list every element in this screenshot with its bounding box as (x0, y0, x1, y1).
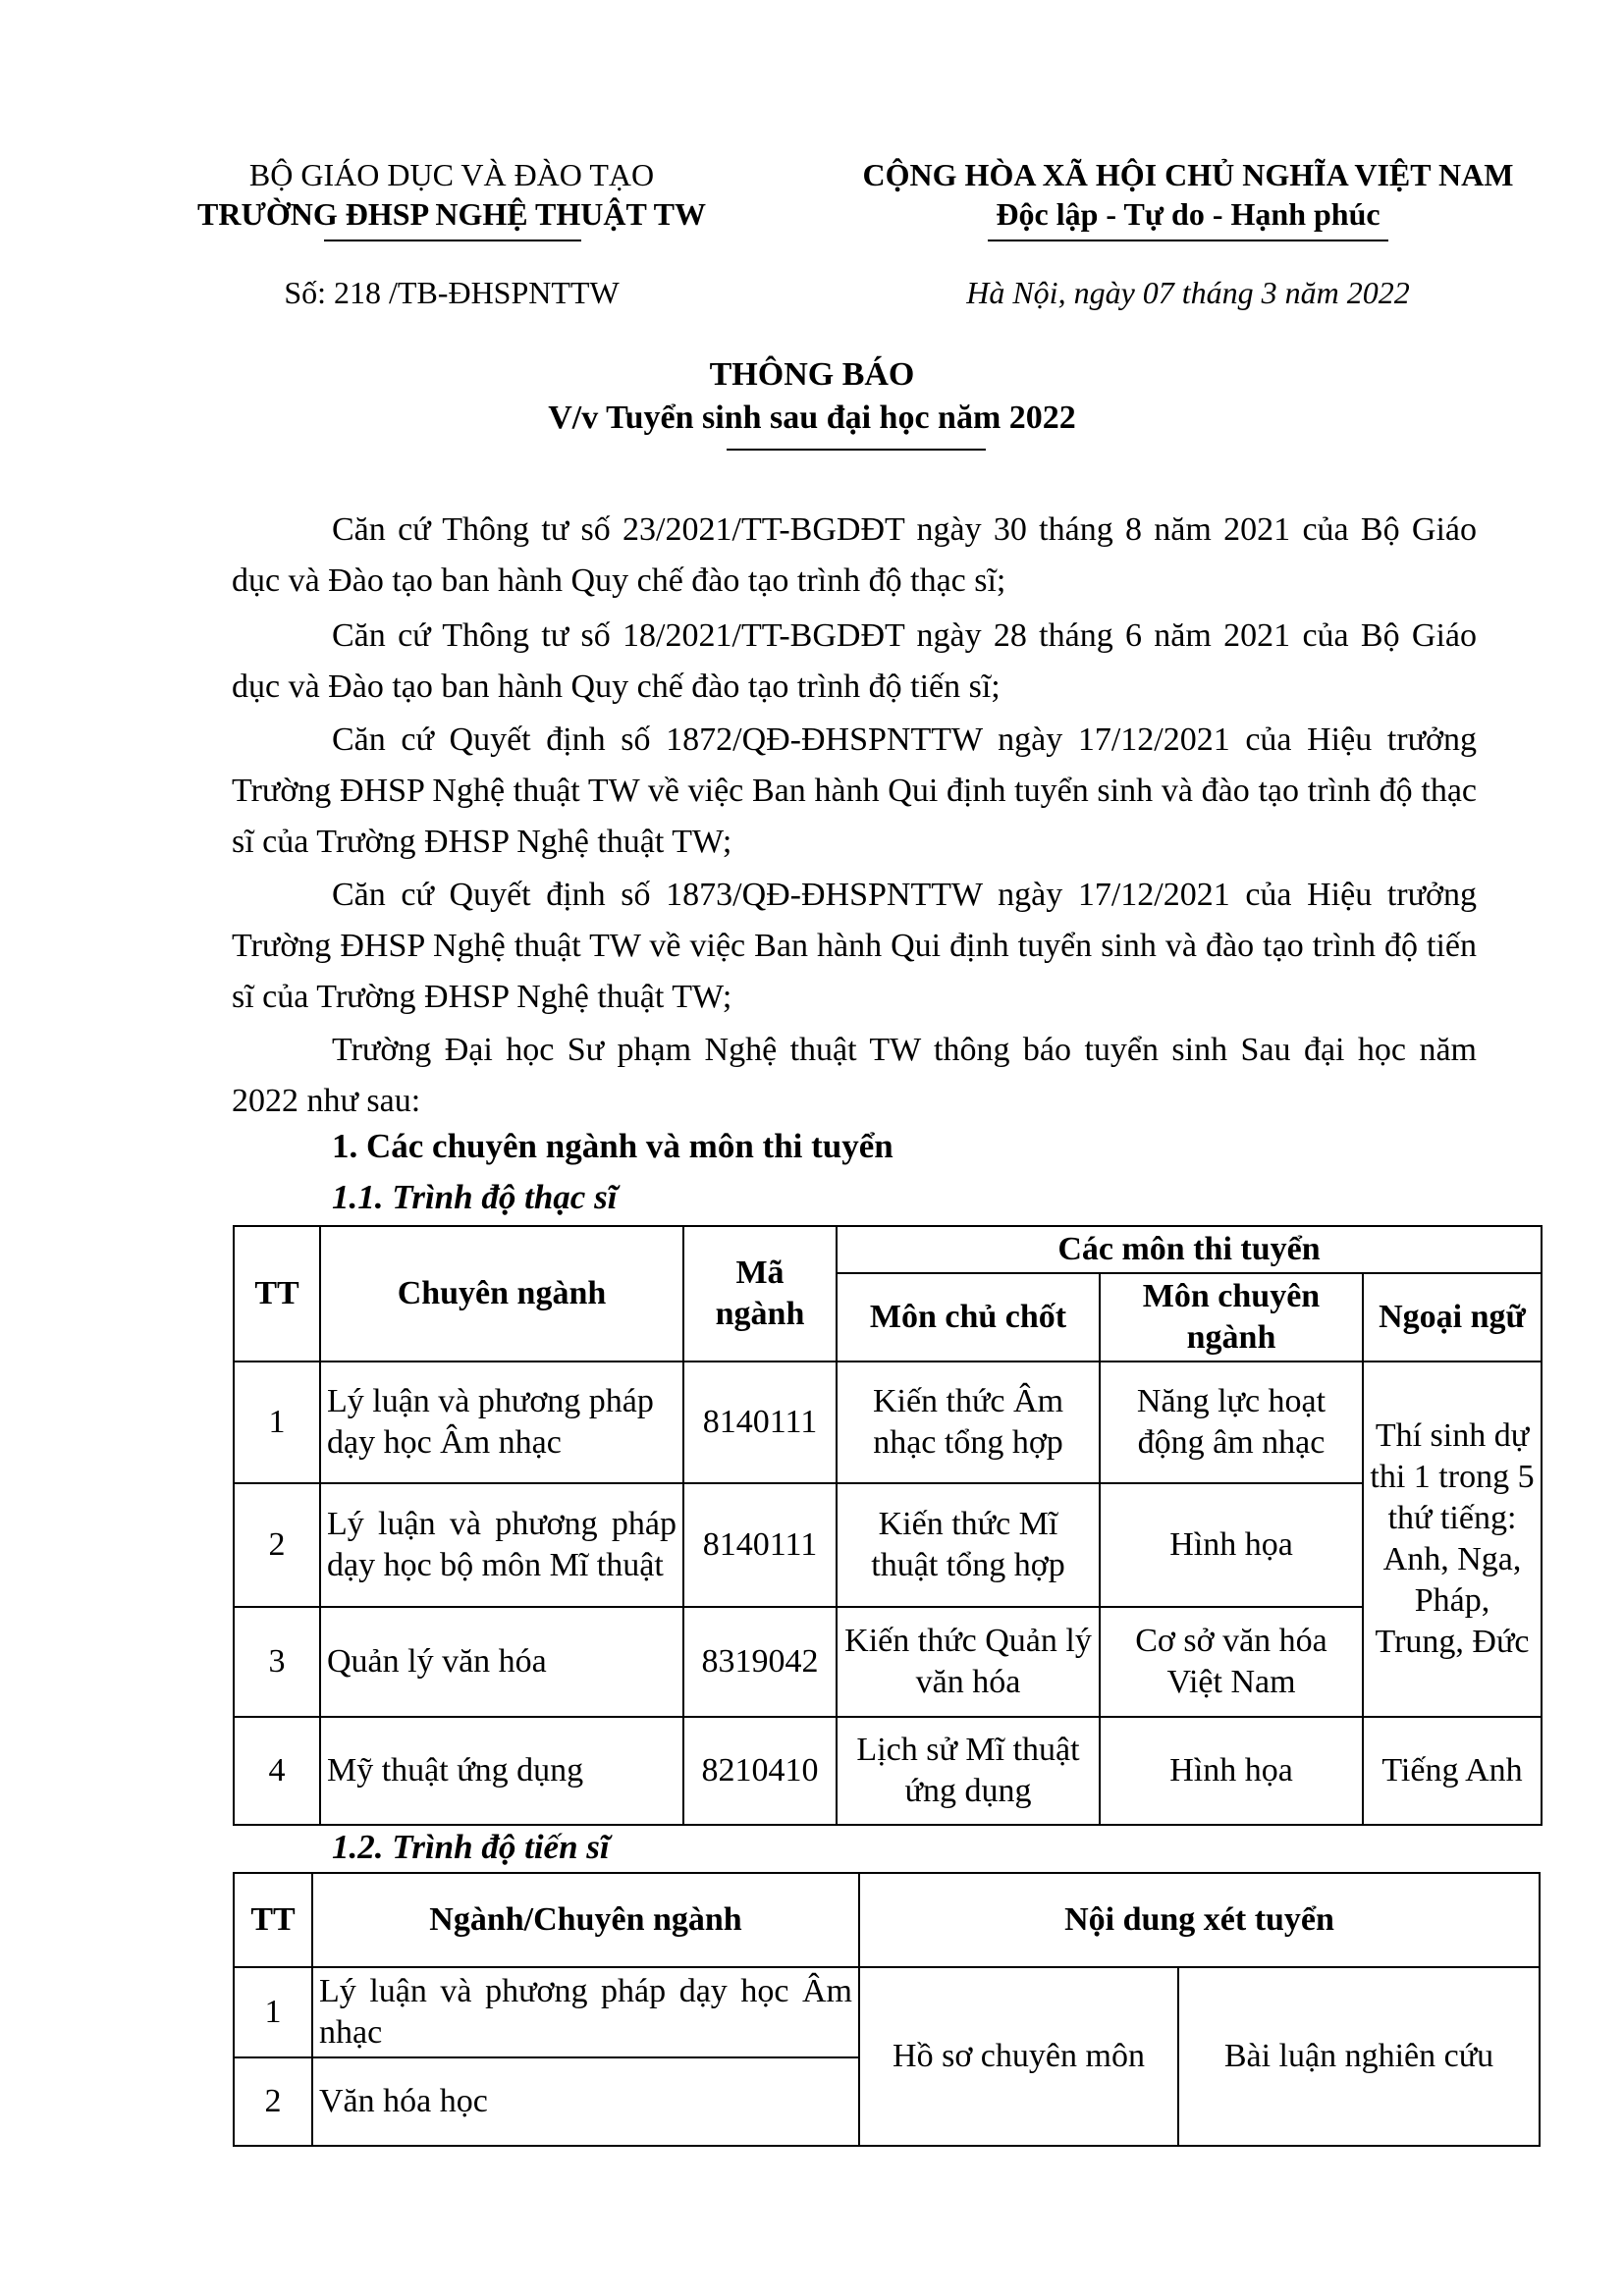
row-tt: 3 (234, 1607, 320, 1717)
row-language: Tiếng Anh (1363, 1717, 1542, 1825)
row-tt: 1 (234, 1967, 312, 2057)
table-row (234, 1607, 1542, 1717)
motto-underline (988, 240, 1388, 241)
header-tt: TT (234, 1226, 320, 1362)
row-specialty: Hình họa (1100, 1483, 1363, 1607)
notice-title: THÔNG BÁO (709, 356, 915, 393)
paragraph-basis-2: Căn cứ Thông tư số 18/2021/TT-BGDĐT ngày 28 tháng 6 năm 2021 của Bộ Giáo dục và Đào tạo ban hành Quy chế đào tạo trình độ tiến sĩ; (232, 617, 1477, 705)
row-code: 8140111 (683, 1362, 837, 1483)
school-name: TRƯỜNG ĐHSP NGHỆ THUẬT TW (196, 196, 707, 232)
row-major: Lý luận và phương pháp dạy học bộ môn Mĩ thuật (320, 1483, 683, 1607)
document-number: Số: 218 /TB-ĐHSPNTTW (284, 275, 620, 310)
masters-exam-table (233, 1225, 1543, 1826)
row-specialty: Cơ sở văn hóa Việt Nam (1100, 1607, 1363, 1717)
row-tt: 4 (234, 1717, 320, 1825)
table-row (234, 1717, 1542, 1825)
row-specialty: Hình họa (1100, 1717, 1363, 1825)
row-core: Kiến thức Quản lý văn hóa (837, 1607, 1100, 1717)
header-exam-subjects: Các môn thi tuyển (837, 1226, 1542, 1273)
row-core: Kiến thức Mĩ thuật tổng hợp (837, 1483, 1100, 1607)
header-tt: TT (234, 1873, 312, 1967)
section-1-heading: 1. Các chuyên ngành và môn thi tuyển (332, 1127, 893, 1165)
country-name: CỘNG HÒA XÃ HỘI CHỦ NGHĨA VIỆT NAM (862, 157, 1514, 192)
table-row (234, 1362, 1542, 1483)
row-specialty: Năng lực hoạt động âm nhạc (1100, 1362, 1363, 1483)
row-code: 8319042 (683, 1607, 837, 1717)
national-motto: Độc lập - Tự do - Hạnh phúc (996, 196, 1380, 232)
notice-subject: V/v Tuyển sinh sau đại học năm 2022 (548, 400, 1076, 436)
content-professional-profile: Hồ sơ chuyên môn (859, 1967, 1178, 2146)
header-core-subject: Môn chủ chốt (837, 1273, 1100, 1362)
paragraph-basis-3: Căn cứ Quyết định số 1872/QĐ-ĐHSPNTTW ngày 17/12/2021 của Hiệu trưởng Trường ĐHSP Nghệ thuật TW về việc Ban hành Qui định tuyển sinh và đào tạo trình độ thạc sĩ của Trường ĐHSP Nghệ thuật TW; (232, 721, 1477, 860)
paragraph-basis-1: Căn cứ Thông tư số 23/2021/TT-BGDĐT ngày 30 tháng 8 năm 2021 của Bộ Giáo dục và Đào tạo ban hành Quy chế đào tạo trình độ thạc sĩ; (232, 511, 1477, 599)
section-1-1-heading: 1.1. Trình độ thạc sĩ (332, 1178, 618, 1216)
row-major: Lý luận và phương pháp dạy học Âm nhạc (320, 1362, 683, 1483)
paragraph-basis-4: Căn cứ Quyết định số 1873/QĐ-ĐHSPNTTW ngày 17/12/2021 của Hiệu trưởng Trường ĐHSP Nghệ thuật TW về việc Ban hành Qui định tuyển sinh và đào tạo trình độ tiến sĩ của Trường ĐHSP Nghệ thuật TW; (232, 877, 1477, 1015)
header-major: Chuyên ngành (320, 1226, 683, 1362)
header-major: Ngành/Chuyên ngành (312, 1873, 859, 1967)
paragraph-announcement: Trường Đại học Sư phạm Nghệ thuật TW thông báo tuyển sinh Sau đại học năm 2022 như sau: (232, 1032, 1477, 1119)
header-major-code: Mã ngành (683, 1226, 837, 1362)
row-tt: 2 (234, 1483, 320, 1607)
ministry-name: BỘ GIÁO DỤC VÀ ĐÀO TẠO (248, 157, 655, 192)
section-1-2-heading: 1.2. Trình độ tiến sĩ (332, 1828, 610, 1866)
row-major: Lý luận và phương pháp dạy học Âm nhạc (312, 1967, 859, 2057)
row-major: Văn hóa học (312, 2057, 859, 2146)
row-major: Mỹ thuật ứng dụng (320, 1717, 683, 1825)
header-foreign-language: Ngoại ngữ (1363, 1273, 1542, 1362)
row-core: Kiến thức Âm nhạc tổng hợp (837, 1362, 1100, 1483)
table-row (234, 1967, 1540, 2057)
doctoral-admission-table (233, 1872, 1541, 2147)
row-major: Quản lý văn hóa (320, 1607, 683, 1717)
title-underline (727, 449, 986, 451)
row-tt: 2 (234, 2057, 312, 2146)
row-tt: 1 (234, 1362, 320, 1483)
school-underline (324, 240, 581, 241)
header-specialty-subject: Môn chuyên ngành (1100, 1273, 1363, 1362)
row-code: 8140111 (683, 1483, 837, 1607)
place-date: Hà Nội, ngày 07 tháng 3 năm 2022 (966, 275, 1410, 310)
row-code: 8210410 (683, 1717, 837, 1825)
row-language-merged: Thí sinh dự thi 1 trong 5 thứ tiếng: Anh, Nga, Pháp, Trung, Đức (1363, 1362, 1542, 1717)
header-admission-content: Nội dung xét tuyển (859, 1873, 1540, 1967)
content-research-essay: Bài luận nghiên cứu (1178, 1967, 1540, 2146)
row-core: Lịch sử Mĩ thuật ứng dụng (837, 1717, 1100, 1825)
table-row (234, 1483, 1542, 1607)
